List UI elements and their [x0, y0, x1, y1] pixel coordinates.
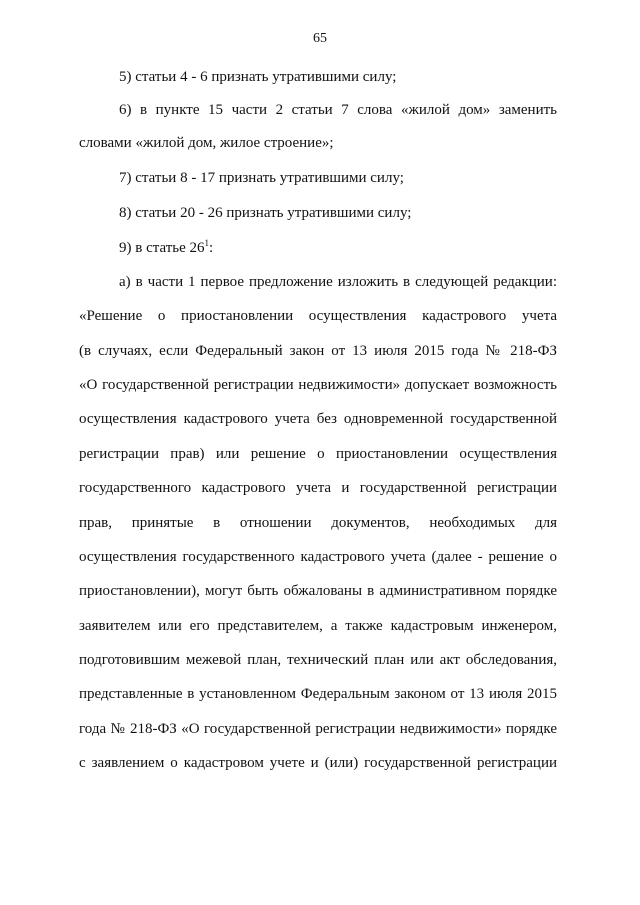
- body-line: (в случаях, если Федеральный закон от 13 июля 2015 года № 218-ФЗ: [79, 343, 557, 359]
- body-line: государственного кадастрового учета и государственной регистрации: [79, 480, 557, 496]
- page-number: 65: [313, 31, 327, 46]
- item-9-superscript: 1: [204, 238, 210, 248]
- item-9: [119, 238, 213, 258]
- body-line: заявителем или его представителем, а также кадастровым инженером,: [79, 618, 557, 634]
- item-5: 5) статьи 4 - 6 признать утратившими силу;: [119, 69, 397, 85]
- body-line: подготовившим межевой план, технический план или акт обследования,: [79, 652, 557, 668]
- item-7: 7) статьи 8 - 17 признать утратившими силу;: [119, 170, 404, 186]
- body-line: прав, принятые в отношении документов, необходимых для: [79, 515, 557, 531]
- item-6-continuation: словами «жилой дом, жилое строение»;: [79, 135, 334, 151]
- item-9-colon: :: [209, 240, 214, 256]
- body-line: с заявлением о кадастровом учете и (или) государственной регистрации: [79, 755, 557, 771]
- item-6: 6) в пункте 15 части 2 статьи 7 слова «жилой дом» заменить: [119, 102, 557, 118]
- item-9-text: 9) в статье 26: [119, 240, 205, 256]
- body-line: приостановлении), могут быть обжалованы в административном порядке: [79, 583, 557, 599]
- body-line: осуществления государственного кадастрового учета (далее - решение о: [79, 549, 557, 565]
- body-line: года № 218-ФЗ «О государственной регистрации недвижимости» порядке: [79, 721, 557, 737]
- body-line: регистрации прав) или решение о приостановлении осуществления: [79, 446, 557, 462]
- body-line: «Решение о приостановлении осуществления кадастрового учета: [79, 308, 557, 324]
- body-line: осуществления кадастрового учета без одновременной государственной: [79, 411, 557, 427]
- body-line: «О государственной регистрации недвижимости» допускает возможность: [79, 377, 557, 393]
- subitem-a: а) в части 1 первое предложение изложить в следующей редакции:: [119, 274, 557, 290]
- body-line: представленные в установленном Федеральным законом от 13 июля 2015: [79, 686, 557, 702]
- item-8: 8) статьи 20 - 26 признать утратившими силу;: [119, 205, 412, 221]
